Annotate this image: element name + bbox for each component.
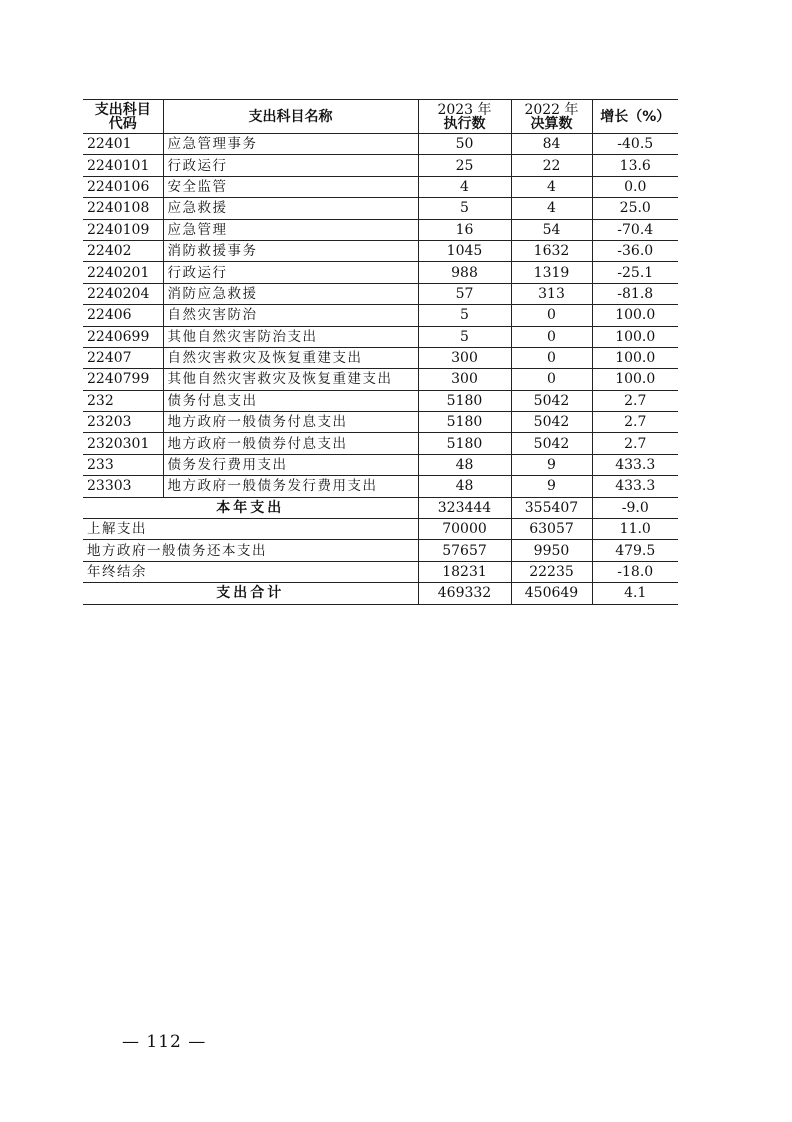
row-code: 22402 [83,240,163,261]
row-code: 233 [83,454,163,475]
row-code: 2320301 [83,433,163,454]
extra-row [83,561,678,582]
row-2023-value: 1045 [418,240,511,261]
header-2022 [511,100,592,134]
row-2022-value: 4 [511,198,592,219]
extra-row [83,540,678,561]
row-code: 2240699 [83,326,163,347]
row-name: 地方政府一般债券付息支出 [163,433,418,454]
row-code: 23303 [83,476,163,497]
table-row [83,476,678,497]
row-2023-value: 5180 [418,412,511,433]
extra-row-label: 年终结余 [83,561,418,582]
row-code: 2240799 [83,369,163,390]
row-2023-value: 16 [418,219,511,240]
row-2022-value: 22 [511,155,592,176]
row-2023-value: 5 [418,305,511,326]
extra-row [83,519,678,540]
extra-row-label: 地方政府一般债务还本支出 [83,540,418,561]
row-growth: -36.0 [592,240,678,261]
table-row [83,305,678,326]
row-2023-value: 4 [418,176,511,197]
table-row [83,412,678,433]
row-2023-value: 25 [418,155,511,176]
table-row [83,262,678,283]
table-header-row [83,100,678,134]
row-2022-value: 0 [511,369,592,390]
row-growth: 100.0 [592,305,678,326]
row-2022-value: 313 [511,283,592,304]
row-growth: 100.0 [592,347,678,368]
extra-row-2022: 22235 [511,561,592,582]
header-growth: 增长（%） [592,100,678,134]
grand-total-row [83,583,678,604]
row-name: 消防救援事务 [163,240,418,261]
table-row [83,433,678,454]
row-name: 应急管理事务 [163,134,418,155]
extra-row-2023: 18231 [418,561,511,582]
row-code: 2240204 [83,283,163,304]
row-2022-value: 0 [511,326,592,347]
row-name: 自然灾害救灾及恢复重建支出 [163,347,418,368]
row-2022-value: 1319 [511,262,592,283]
row-2022-value: 0 [511,347,592,368]
extra-row-growth: 479.5 [592,540,678,561]
row-code: 22406 [83,305,163,326]
table-row [83,198,678,219]
table-row [83,219,678,240]
year-total-row [83,497,678,518]
row-2023-value: 57 [418,283,511,304]
row-growth: -40.5 [592,134,678,155]
row-2023-value: 48 [418,454,511,475]
row-growth: 2.7 [592,412,678,433]
row-code: 22401 [83,134,163,155]
row-code: 232 [83,390,163,411]
row-name: 其他自然灾害防治支出 [163,326,418,347]
row-2023-value: 300 [418,369,511,390]
grand-total-growth: 4.1 [592,583,678,604]
row-name: 自然灾害防治 [163,305,418,326]
row-name: 行政运行 [163,262,418,283]
row-2022-value: 5042 [511,412,592,433]
row-code: 2240106 [83,176,163,197]
row-name: 其他自然灾害救灾及恢复重建支出 [163,369,418,390]
table-row [83,347,678,368]
grand-total-2022: 450649 [511,583,592,604]
row-2023-value: 5180 [418,390,511,411]
extra-row-label: 上解支出 [83,519,418,540]
row-growth: -81.8 [592,283,678,304]
year-total-2023: 323444 [418,497,511,518]
row-code: 2240109 [83,219,163,240]
row-growth: 433.3 [592,454,678,475]
row-code: 23203 [83,412,163,433]
row-name: 应急救援 [163,198,418,219]
row-code: 22407 [83,347,163,368]
row-2023-value: 300 [418,347,511,368]
row-name: 地方政府一般债务付息支出 [163,412,418,433]
header-2022-year: 2022 年 [524,101,579,118]
row-code: 2240101 [83,155,163,176]
row-2022-value: 84 [511,134,592,155]
row-growth: 2.7 [592,433,678,454]
table-row [83,283,678,304]
row-growth: -25.1 [592,262,678,283]
row-2023-value: 5 [418,198,511,219]
year-total-label: 本年支出 [83,497,418,518]
header-code: 支出科目代码 [83,100,163,134]
table-body [83,134,678,605]
row-2022-value: 9 [511,476,592,497]
table-row [83,176,678,197]
header-2023-year: 2023 年 [437,101,492,118]
table-row [83,134,678,155]
year-total-2022: 355407 [511,497,592,518]
grand-total-label: 支出合计 [83,583,418,604]
row-growth: 25.0 [592,198,678,219]
table-row [83,390,678,411]
row-2022-value: 0 [511,305,592,326]
table-row [83,454,678,475]
row-2022-value: 9 [511,454,592,475]
row-growth: 2.7 [592,390,678,411]
row-2022-value: 54 [511,219,592,240]
row-2023-value: 5 [418,326,511,347]
row-growth: -70.4 [592,219,678,240]
row-name: 债务付息支出 [163,390,418,411]
grand-total-2023: 469332 [418,583,511,604]
header-2022-label: 决算数 [530,115,573,132]
row-growth: 13.6 [592,155,678,176]
year-total-growth: -9.0 [592,497,678,518]
row-growth: 100.0 [592,326,678,347]
row-name: 消防应急救援 [163,283,418,304]
extra-row-2023: 57657 [418,540,511,561]
extra-row-2023: 70000 [418,519,511,540]
extra-row-2022: 9950 [511,540,592,561]
row-code: 2240108 [83,198,163,219]
row-2022-value: 5042 [511,390,592,411]
row-growth: 433.3 [592,476,678,497]
header-2023 [418,100,511,134]
extra-row-growth: 11.0 [592,519,678,540]
row-2022-value: 4 [511,176,592,197]
header-name: 支出科目名称 [163,100,418,134]
table-row [83,326,678,347]
extra-row-2022: 63057 [511,519,592,540]
row-code: 2240201 [83,262,163,283]
header-2023-label: 执行数 [443,115,486,132]
table-row [83,240,678,261]
row-name: 地方政府一般债务发行费用支出 [163,476,418,497]
table-row [83,369,678,390]
row-name: 债务发行费用支出 [163,454,418,475]
row-2023-value: 5180 [418,433,511,454]
row-2022-value: 5042 [511,433,592,454]
row-growth: 100.0 [592,369,678,390]
row-name: 安全监管 [163,176,418,197]
expenditure-table [83,99,678,605]
extra-row-growth: -18.0 [592,561,678,582]
row-2022-value: 1632 [511,240,592,261]
row-growth: 0.0 [592,176,678,197]
table-row [83,155,678,176]
row-name: 行政运行 [163,155,418,176]
row-2023-value: 988 [418,262,511,283]
row-2023-value: 48 [418,476,511,497]
page-number: — 112 — [122,1032,207,1052]
row-2023-value: 50 [418,134,511,155]
row-name: 应急管理 [163,219,418,240]
